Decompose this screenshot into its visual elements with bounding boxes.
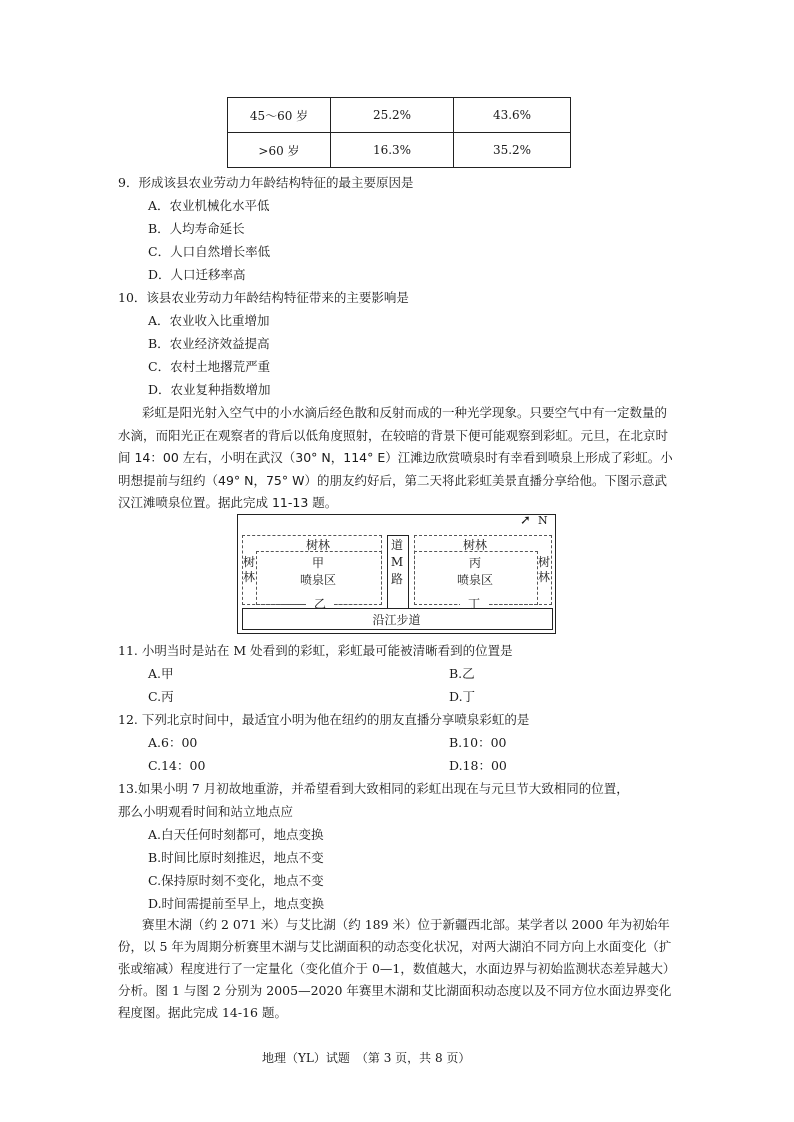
north-label: N [538, 514, 548, 527]
question-12-option-b: B.10：00 [449, 735, 507, 750]
question-10-option-c: C．农村土地撂荒严重 [148, 359, 271, 374]
table-cell: 43.6% [454, 98, 571, 133]
table-cell: 45～60 岁 [228, 98, 331, 133]
question-12-stem: 12. 下列北京时间中，最适宜小明为他在纽约的朋友直播分享喷泉彩虹的是 [118, 712, 530, 727]
age-structure-table [227, 97, 571, 168]
question-13-option-a: A.白天任何时刻都可，地点变换 [148, 827, 324, 842]
zone-jia-name: 喷泉区 [299, 573, 336, 587]
question-9-stem: 9．形成该县农业劳动力年龄结构特征的最主要原因是 [118, 175, 414, 190]
question-12-option-a: A.6：00 [148, 735, 198, 750]
question-13-option-c: C.保持原时刻不变化，地点不变 [148, 873, 324, 888]
page-footer: 地理（YL）试题 （第 3 页，共 8 页） [262, 1051, 471, 1065]
question-11-option-a: A.甲 [148, 666, 174, 681]
question-11-option-c: C.丙 [148, 689, 174, 704]
question-9-option-c: C．人口自然增长率低 [148, 244, 271, 259]
rainbow-passage: 彩虹是阳光射入空气中的小水滴后经色散和反射而成的一种光学现象。只要空气中有一定数量的水滴，而阳光正在观察者的背后以低角度照射，在较暗的背景下便可能观察到彩虹。元旦，在北京时间 14：00 左右，小明在武汉（30° N，114° E）江滩边欣赏喷泉时有幸看到喷泉上形成了彩虹。小明想提前与纽约（49° N，75° W）的朋友约好后，第二天将此彩虹美景直播分享给他。下图示意武汉江滩喷泉位置。据此完成 11-13 题。 [118, 405, 673, 510]
question-12-option-d: D.18：00 [449, 758, 507, 773]
zone-jia-label: 甲 [311, 556, 324, 570]
table-cell: 25.2% [331, 98, 454, 133]
forest-left-label: 树林 [305, 538, 330, 552]
question-10-stem: 10．该县农业劳动力年龄结构特征带来的主要影响是 [118, 290, 409, 305]
forest-side-right-label: 树林 [537, 555, 550, 584]
walkway-label: 沿江步道 [372, 613, 421, 627]
question-13-stem-line2: 那么小明观看时间和站立地点应 [118, 804, 294, 819]
question-11-option-d: D.丁 [449, 689, 476, 704]
question-13-option-b: B.时间比原时刻推迟，地点不变 [148, 850, 324, 865]
table-row [228, 98, 571, 133]
road-m-label: 道M路 [390, 538, 404, 586]
question-12-option-c: C.14：00 [148, 758, 206, 773]
forest-side-left-label: 树林 [242, 555, 255, 584]
question-9-option-b: B．人均寿命延长 [148, 221, 245, 236]
point-ding-label: 丁 [460, 595, 488, 612]
question-13-option-d: D.时间需提前至早上，地点变换 [148, 896, 325, 911]
question-11-option-b: B.乙 [449, 666, 475, 681]
table-cell: >60 岁 [228, 133, 331, 168]
question-10-option-d: D．农业复种指数增加 [148, 382, 271, 397]
table-cell: 16.3% [331, 133, 454, 168]
forest-right-label: 树林 [462, 538, 487, 552]
question-11-stem: 11. 小明当时是站在 M 处看到的彩虹，彩虹最可能被清晰看到的位置是 [118, 643, 513, 658]
question-10-option-a: A．农业收入比重增加 [148, 313, 270, 328]
north-arrow-icon: ➚ [520, 513, 531, 528]
table-cell: 35.2% [454, 133, 571, 168]
fountain-location-diagram [237, 514, 556, 634]
question-10-option-b: B．农业经济效益提高 [148, 336, 270, 351]
question-9-option-a: A．农业机械化水平低 [148, 198, 270, 213]
lake-passage: 赛里木湖（约 2 071 米）与艾比湖（约 189 米）位于新疆西北部。某学者以 2000 年为初始年份，以 5 年为周期分析赛里木湖与艾比湖面积的动态变化状况，对两大湖泊不同方向上水面变化（扩张或缩减）程度进行了一定量化（变化值介于 0—1，数值越大，水面边界与初始监测状态差异越大）分析。图 1 与图 2 分别为 2005—2020 年赛里木湖和艾比湖面积动态度以及不同方位水面边界变化程度图。据此完成 14-16 题。 [118, 917, 676, 1020]
question-13-stem: 13.如果小明 7 月初故地重游，并希望看到大致相同的彩虹出现在与元旦节大致相同的位置， [118, 781, 629, 796]
question-9-option-d: D．人口迁移率高 [148, 267, 246, 282]
zone-bing-name: 喷泉区 [456, 573, 493, 587]
table-row [228, 133, 571, 168]
point-yi-label: 乙 [306, 595, 334, 612]
zone-bing-label: 丙 [468, 556, 481, 570]
